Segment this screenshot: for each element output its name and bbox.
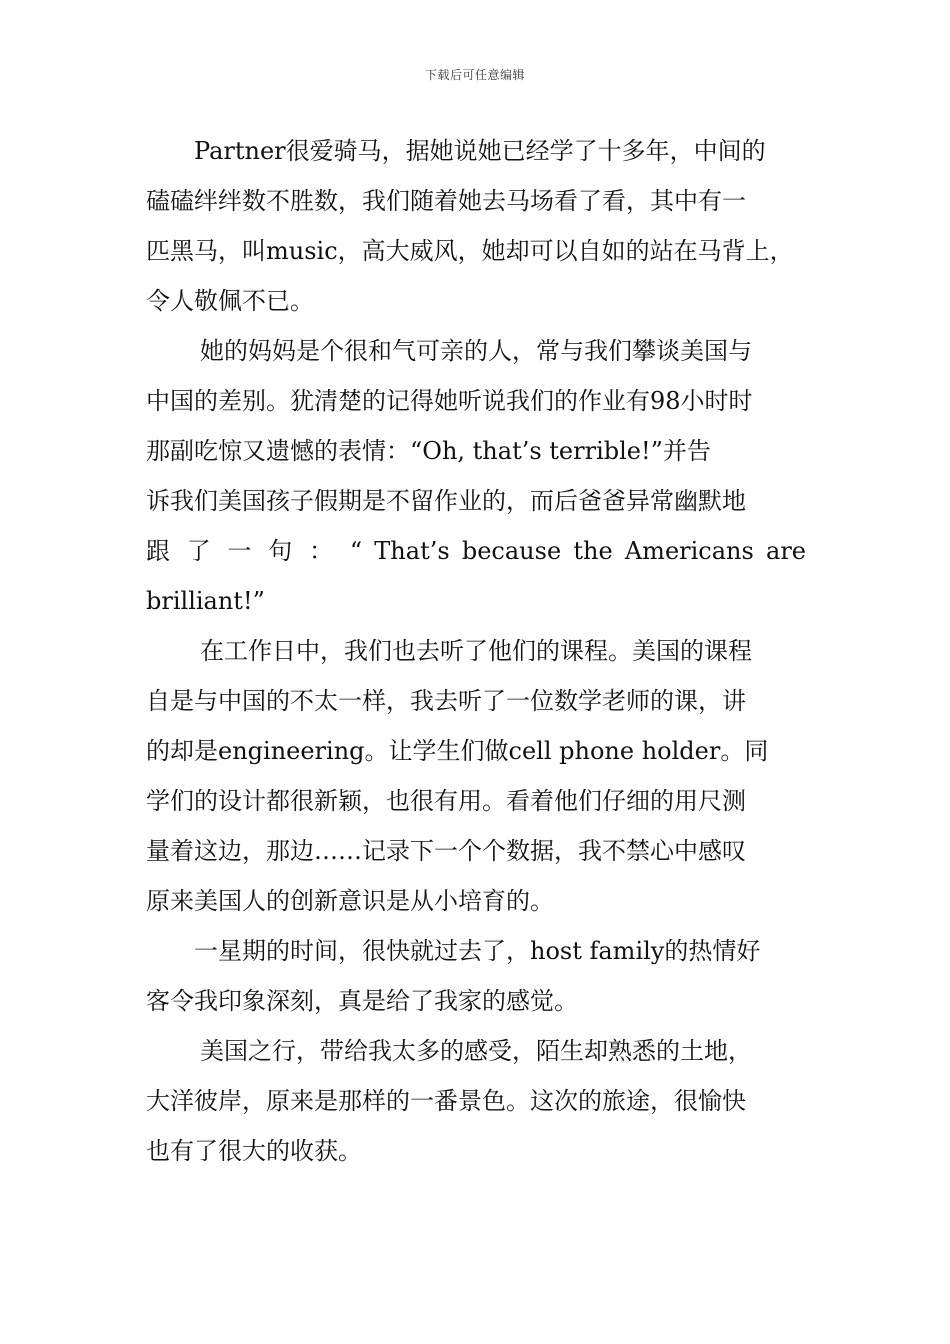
text-line: Partner很爱骑马，据她说她已经学了十多年，中间的 (194, 137, 766, 165)
text-line: 匹黑马，叫music，高大威风，她却可以自如的站在马背上， (146, 237, 794, 265)
text-line: 那副吃惊又遗憾的表情：“Oh, that’s terrible!”并告 (146, 437, 711, 465)
text-line: 也有了很大的收获。 (146, 1137, 362, 1165)
paragraph (146, 926, 806, 1026)
text-line: 在工作日中，我们也去听了他们的课程。美国的课程 (200, 637, 752, 665)
text-line: 学们的设计都很新颖，也很有用。看着他们仔细的用尺测 (146, 787, 746, 815)
text-line: 跟 了 一 句 ： “ That’s because the Americans are (146, 537, 806, 565)
paragraph (146, 1026, 806, 1176)
text-line: 客令我印象深刻，真是给了我家的感觉。 (146, 987, 578, 1015)
text-line: 她的妈妈是个很和气可亲的人，常与我们攀谈美国与 (200, 337, 752, 365)
paragraph (146, 626, 806, 926)
text-line: 中国的差别。犹清楚的记得她听说我们的作业有98小时时 (146, 387, 753, 415)
text-line: 的却是engineering。让学生们做cell phone holder。同 (146, 737, 769, 765)
paragraph (146, 126, 806, 326)
text-line: 原来美国人的创新意识是从小培育的。 (146, 887, 554, 915)
text-line: 自是与中国的不太一样，我去听了一位数学老师的课，讲 (146, 687, 746, 715)
text-line: 磕磕绊绊数不胜数，我们随着她去马场看了看，其中有一 (146, 187, 746, 215)
document-body (146, 126, 806, 1176)
paragraph (146, 326, 806, 626)
text-line: 大洋彼岸，原来是那样的一番景色。这次的旅途，很愉快 (146, 1087, 746, 1115)
text-line: 一星期的时间，很快就过去了，host family的热情好 (194, 937, 761, 965)
text-line: brilliant!” (146, 587, 265, 615)
text-line: 诉我们美国孩子假期是不留作业的，而后爸爸异常幽默地 (146, 487, 746, 515)
text-line: 美国之行，带给我太多的感受，陌生却熟悉的土地， (200, 1037, 752, 1065)
page-header: 下载后可任意编辑 (424, 68, 525, 82)
text-line: 令人敬佩不已。 (146, 287, 314, 315)
text-line: 量着这边，那边……记录下一个个数据，我不禁心中感叹 (146, 837, 746, 865)
